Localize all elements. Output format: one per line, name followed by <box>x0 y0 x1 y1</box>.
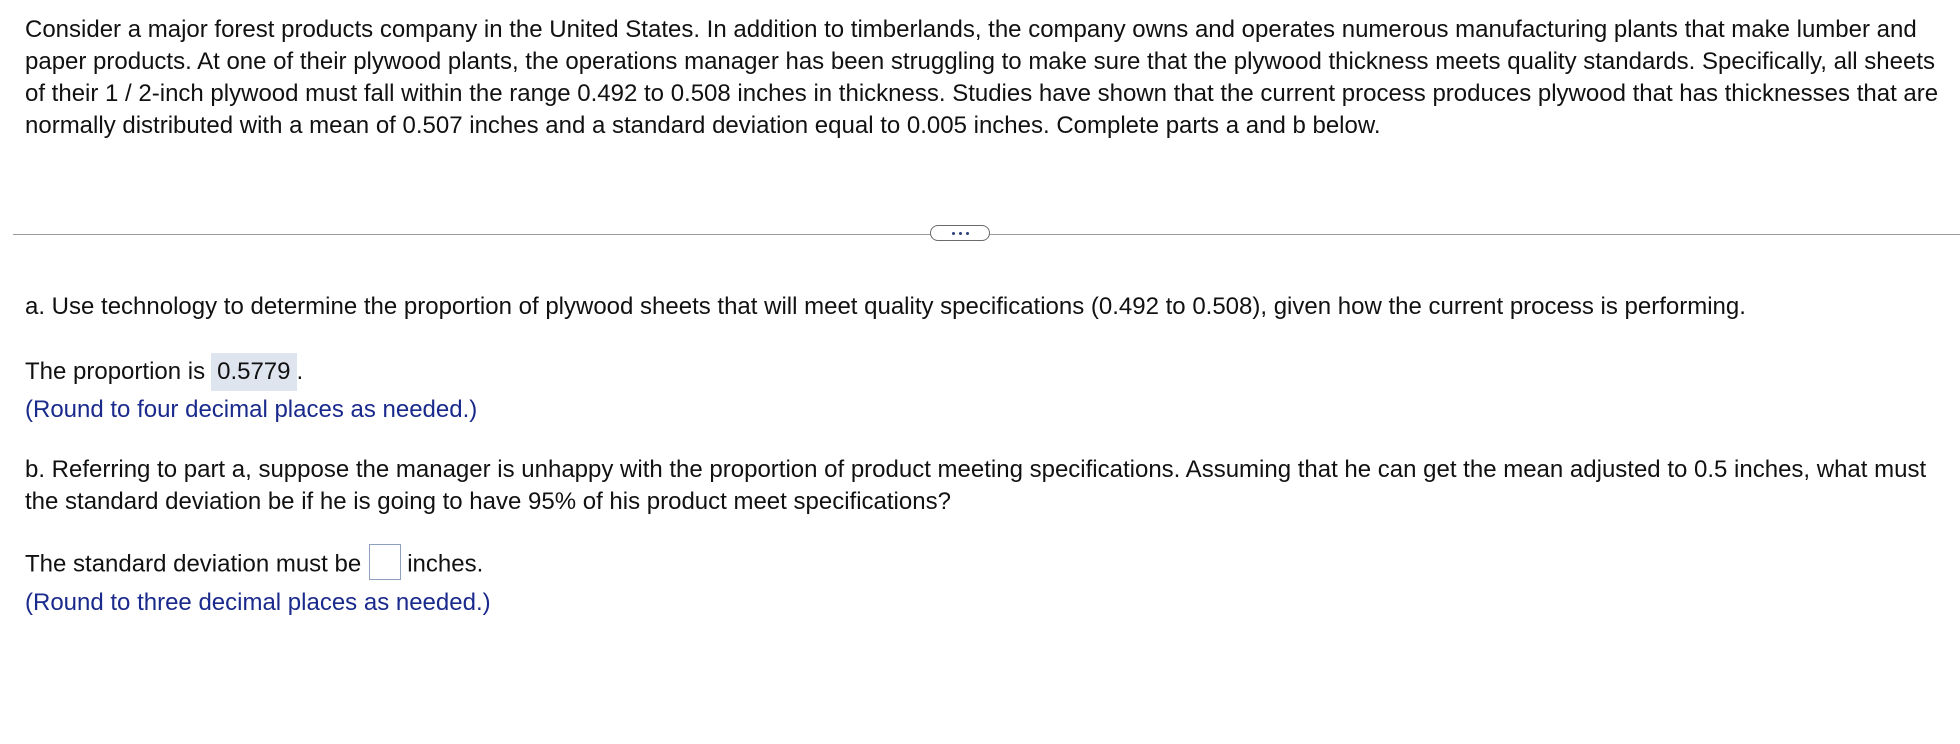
part-b-answer-prefix: The standard deviation must be <box>25 550 362 578</box>
expand-button[interactable] <box>930 225 990 241</box>
part-a-rounding-hint: (Round to four decimal places as needed.) <box>25 396 478 423</box>
part-a-answer-prefix: The proportion is <box>25 358 206 385</box>
standard-deviation-input[interactable] <box>369 544 401 580</box>
part-b-answer-suffix: inches. <box>407 550 484 578</box>
part-b-answer-line <box>25 547 483 583</box>
problem-statement: Consider a major forest products company in the United States. In addition to timberlands, the company owns and operates numerous manufacturing plants that make lumber and paper products. At one of their plywood plants, the operations manager has been struggling to make sure that the plywood thickness meets quality standards. Specifically, all sheets of their 1 / 2-inch plywood must fall within the range 0.492 to 0.508 inches in thickness. Studies have shown that the current process produces plywood that has thicknesses that are normally distributed with a mean of 0.507 inches and a standard deviation equal to 0.005 inches. Complete parts a and b below. <box>25 16 1939 139</box>
part-a-question: a. Use technology to determine the proportion of plywood sheets that will meet quality specifications (0.492 to 0.508), given how the current process is performing. <box>25 293 1746 320</box>
part-a-answer-suffix: . <box>296 358 304 385</box>
part-a-answer-line <box>25 353 303 391</box>
part-b-rounding-hint: (Round to three decimal places as needed.) <box>25 589 491 616</box>
ellipsis-icon <box>966 232 969 235</box>
part-a-answer-value[interactable]: 0.5779 <box>211 353 296 391</box>
ellipsis-icon <box>952 232 955 235</box>
part-b-question: b. Referring to part a, suppose the manager is unhappy with the proportion of product meeting specifications. Assuming that he can get the mean adjusted to 0.5 inches, what must the standard deviation be if he is going to have 95% of his product meet specifications? <box>25 456 1927 515</box>
ellipsis-icon <box>959 232 962 235</box>
